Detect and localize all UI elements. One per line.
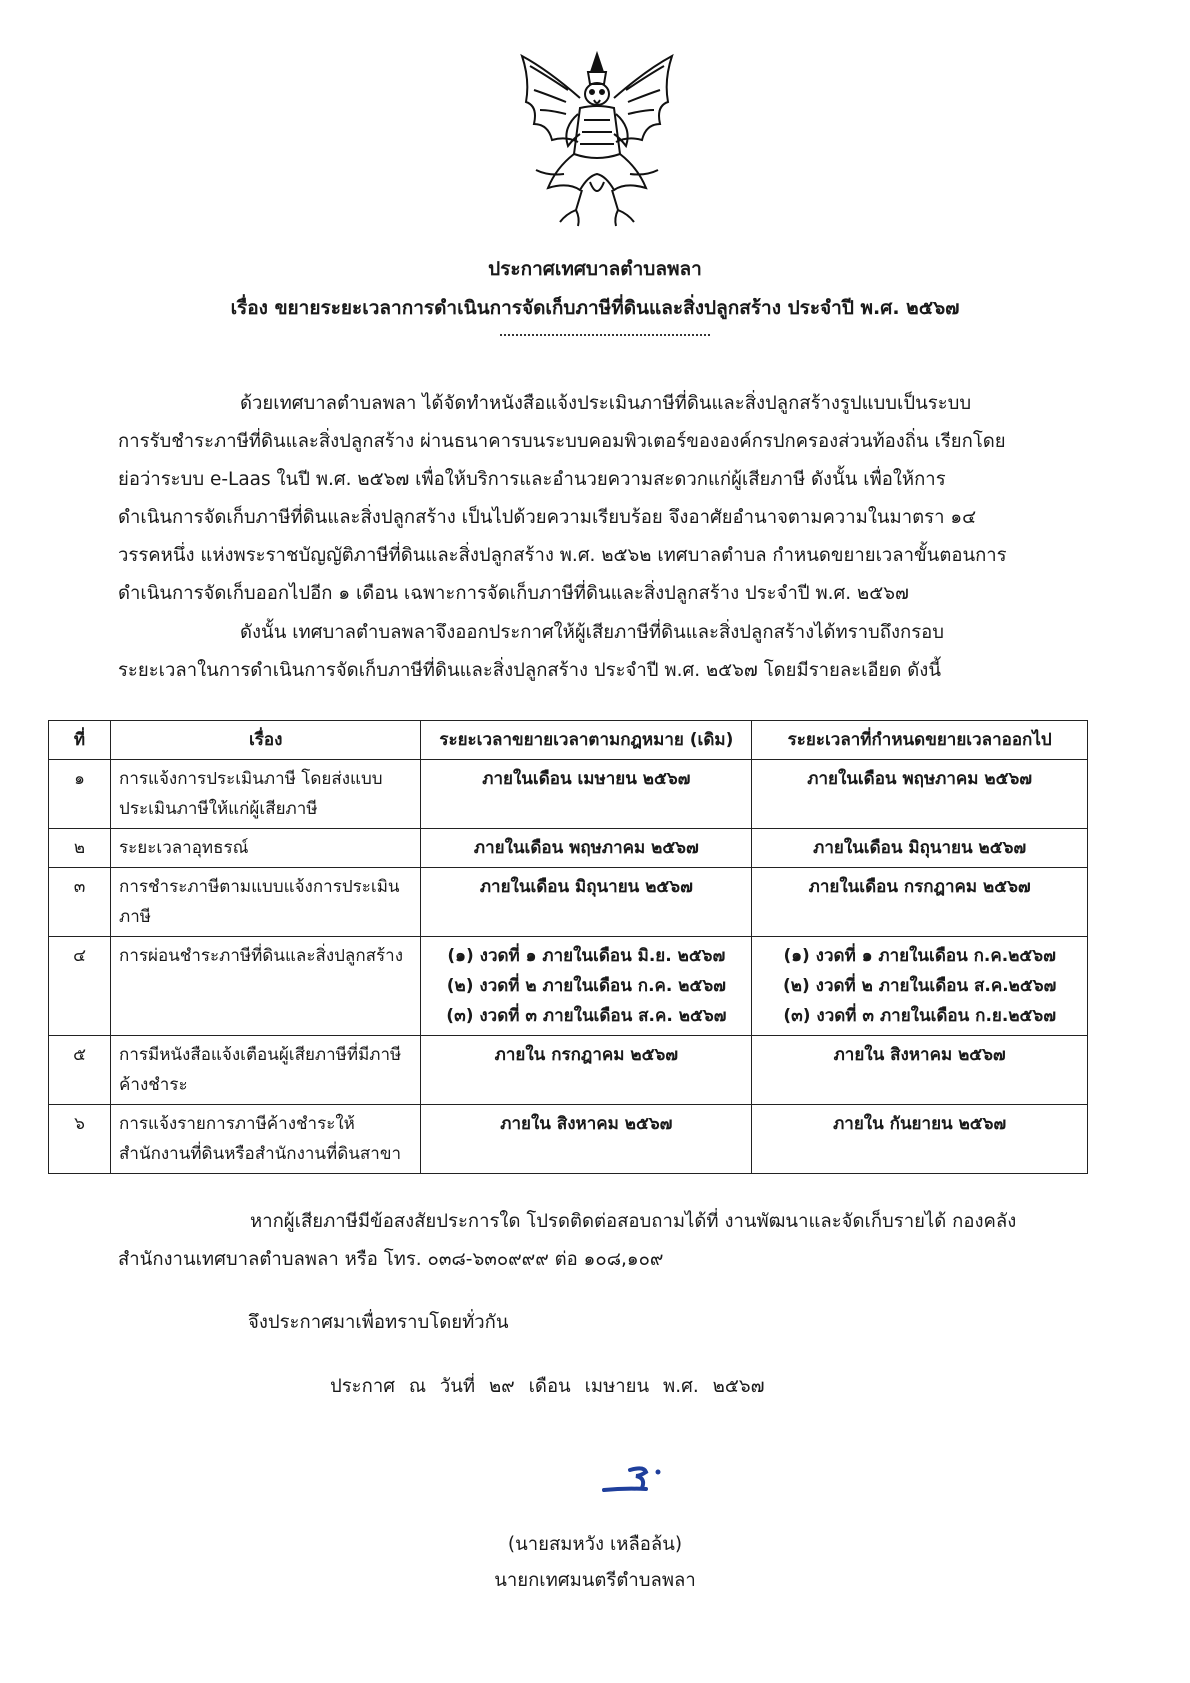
row-no: ๖ [49,1105,111,1174]
header-new-period: ระยะเวลาที่กำหนดขยายเวลาออกไป [752,721,1088,760]
table-row [49,1036,1088,1105]
row-no: ๑ [49,760,111,829]
row-no: ๒ [49,829,111,868]
old-installment: (๓) งวดที่ ๓ ภายในเดือน ส.ค. ๒๕๖๗ [446,1006,727,1026]
table-row [49,937,1088,1036]
row-old-period: ภายในเดือน มิถุนายน ๒๕๖๗ [421,868,752,937]
table-header-row [49,721,1088,760]
row-no: ๔ [49,937,111,1036]
intro-line: ดำเนินการจัดเก็บออกไปอีก ๑ เดือน เฉพาะการจัดเก็บภาษีที่ดินและสิ่งปลูกสร้าง ประจำปี พ.ศ. ๒๕๖๗ [118,583,909,604]
old-installment: (๑) งวดที่ ๑ ภายในเดือน มิ.ย. ๒๕๖๗ [447,946,726,966]
row-old-period: ภายใน กรกฎาคม ๒๕๖๗ [421,1036,752,1105]
new-installment: (๑) งวดที่ ๑ ภายในเดือน ก.ค.๒๕๖๗ [783,946,1056,966]
schedule-table [48,720,1088,1174]
new-installment: (๒) งวดที่ ๒ ภายในเดือน ส.ค.๒๕๖๗ [782,976,1057,996]
intro-line: วรรคหนึ่ง แห่งพระราชบัญญัติภาษีที่ดินและสิ่งปลูกสร้าง พ.ศ. ๒๕๖๒ เทศบาลตำบล กำหนดขยายเวลาขั้นตอนการ [118,545,1007,566]
intro-line: ย่อว่าระบบ e-Laas ในปี พ.ศ. ๒๕๖๗ เพื่อให้บริการและอำนวยความสะดวกแก่ผู้เสียภาษี ดังนั้น เพื่อให้การ [118,469,946,490]
row-old-period: ภายในเดือน เมษายน ๒๕๖๗ [421,760,752,829]
closing-statement: จึงประกาศมาเพื่อทราบโดยทั่วกัน [248,1312,509,1333]
contact-line: หากผู้เสียภาษีมีข้อสงสัยประการใด โปรดติดต่อสอบถามได้ที่ งานพัฒนาและจัดเก็บรายได้ กองคลัง [250,1211,1017,1232]
row-subject: การแจ้งการประเมินภาษี โดยส่งแบบประเมินภาษีให้แก่ผู้เสียภาษี [111,760,421,829]
therefore-line: ระยะเวลาในการดำเนินการจัดเก็บภาษีที่ดินและสิ่งปลูกสร้าง ประจำปี พ.ศ. ๒๕๖๗ โดยมีรายละเอียด ดังนี้ [118,660,941,681]
row-new-period: ภายในเดือน กรกฎาคม ๒๕๖๗ [752,868,1088,937]
row-old-period: ภายใน สิงหาคม ๒๕๖๗ [421,1105,752,1174]
row-subject: การชำระภาษีตามแบบแจ้งการประเมินภาษี [111,868,421,937]
announcement-title: ประกาศเทศบาลตำบลพลา [488,258,702,280]
intro-line: การรับชำระภาษีที่ดินและสิ่งปลูกสร้าง ผ่านธนาคารบนระบบคอมพิวเตอร์ขององค์กรปกครองส่วนท้องถิ่น เรียกโดย [118,431,1006,452]
row-subject: การแจ้งรายการภาษีค้างชำระให้สำนักงานที่ดินหรือสำนักงานที่ดินสาขา [111,1105,421,1174]
intro-paragraph [118,385,1078,613]
header-old-period: ระยะเวลาขยายเวลาตามกฎหมาย (เดิม) [421,721,752,760]
garuda-emblem-icon [508,50,686,230]
announcement-date: ประกาศ ณ วันที่ ๒๙ เดือน เมษายน พ.ศ. ๒๕๖๗ [330,1376,765,1397]
dotted-divider [500,334,710,336]
row-old-installments [421,937,752,1036]
table-row [49,760,1088,829]
row-no: ๕ [49,1036,111,1105]
signatory-name: (นายสมหวัง เหลือล้น) [507,1534,683,1555]
table-row [49,1105,1088,1174]
signature-mark [600,1462,670,1498]
row-subject: การผ่อนชำระภาษีที่ดินและสิ่งปลูกสร้าง [111,937,421,1036]
row-no: ๓ [49,868,111,937]
old-installment: (๒) งวดที่ ๒ ภายในเดือน ก.ค. ๒๕๖๗ [446,976,726,996]
header-no: ที่ [49,721,111,760]
row-new-period: ภายใน กันยายน ๒๕๖๗ [752,1105,1088,1174]
row-new-period: ภายใน สิงหาคม ๒๕๖๗ [752,1036,1088,1105]
row-subject: ระยะเวลาอุทธรณ์ [111,829,421,868]
therefore-line: ดังนั้น เทศบาลตำบลพลาจึงออกประกาศให้ผู้เสียภาษีที่ดินและสิ่งปลูกสร้างได้ทราบถึงกรอบ [240,622,945,643]
signatory-position: นายกเทศมนตรีตำบลพลา [494,1570,696,1591]
table-row [49,868,1088,937]
row-new-period: ภายในเดือน พฤษภาคม ๒๕๖๗ [752,760,1088,829]
row-new-installments [752,937,1088,1036]
announcement-subject: เรื่อง ขยายระยะเวลาการดำเนินการจัดเก็บภาษีที่ดินและสิ่งปลูกสร้าง ประจำปี พ.ศ. ๒๕๖๗ [230,297,960,319]
new-installment: (๓) งวดที่ ๓ ภายในเดือน ก.ย.๒๕๖๗ [783,1006,1056,1026]
header-subject: เรื่อง [111,721,421,760]
contact-paragraph [118,1203,1078,1279]
row-subject: การมีหนังสือแจ้งเตือนผู้เสียภาษีที่มีภาษีค้างชำระ [111,1036,421,1105]
row-old-period: ภายในเดือน พฤษภาคม ๒๕๖๗ [421,829,752,868]
table-row [49,829,1088,868]
row-new-period: ภายในเดือน มิถุนายน ๒๕๖๗ [752,829,1088,868]
therefore-paragraph [118,614,1078,690]
contact-line: สำนักงานเทศบาลตำบลพลา หรือ โทร. ๐๓๘-๖๓๐๙๙๙ ต่อ ๑๐๘,๑๐๙ [118,1249,664,1270]
intro-line: ดำเนินการจัดเก็บภาษีที่ดินและสิ่งปลูกสร้าง เป็นไปด้วยความเรียบร้อย จึงอาศัยอำนาจตามความในมาตรา ๑๔ [118,507,977,528]
intro-line: ด้วยเทศบาลตำบลพลา ได้จัดทำหนังสือแจ้งประเมินภาษีที่ดินและสิ่งปลูกสร้างรูปแบบเป็นระบบ [240,393,972,414]
